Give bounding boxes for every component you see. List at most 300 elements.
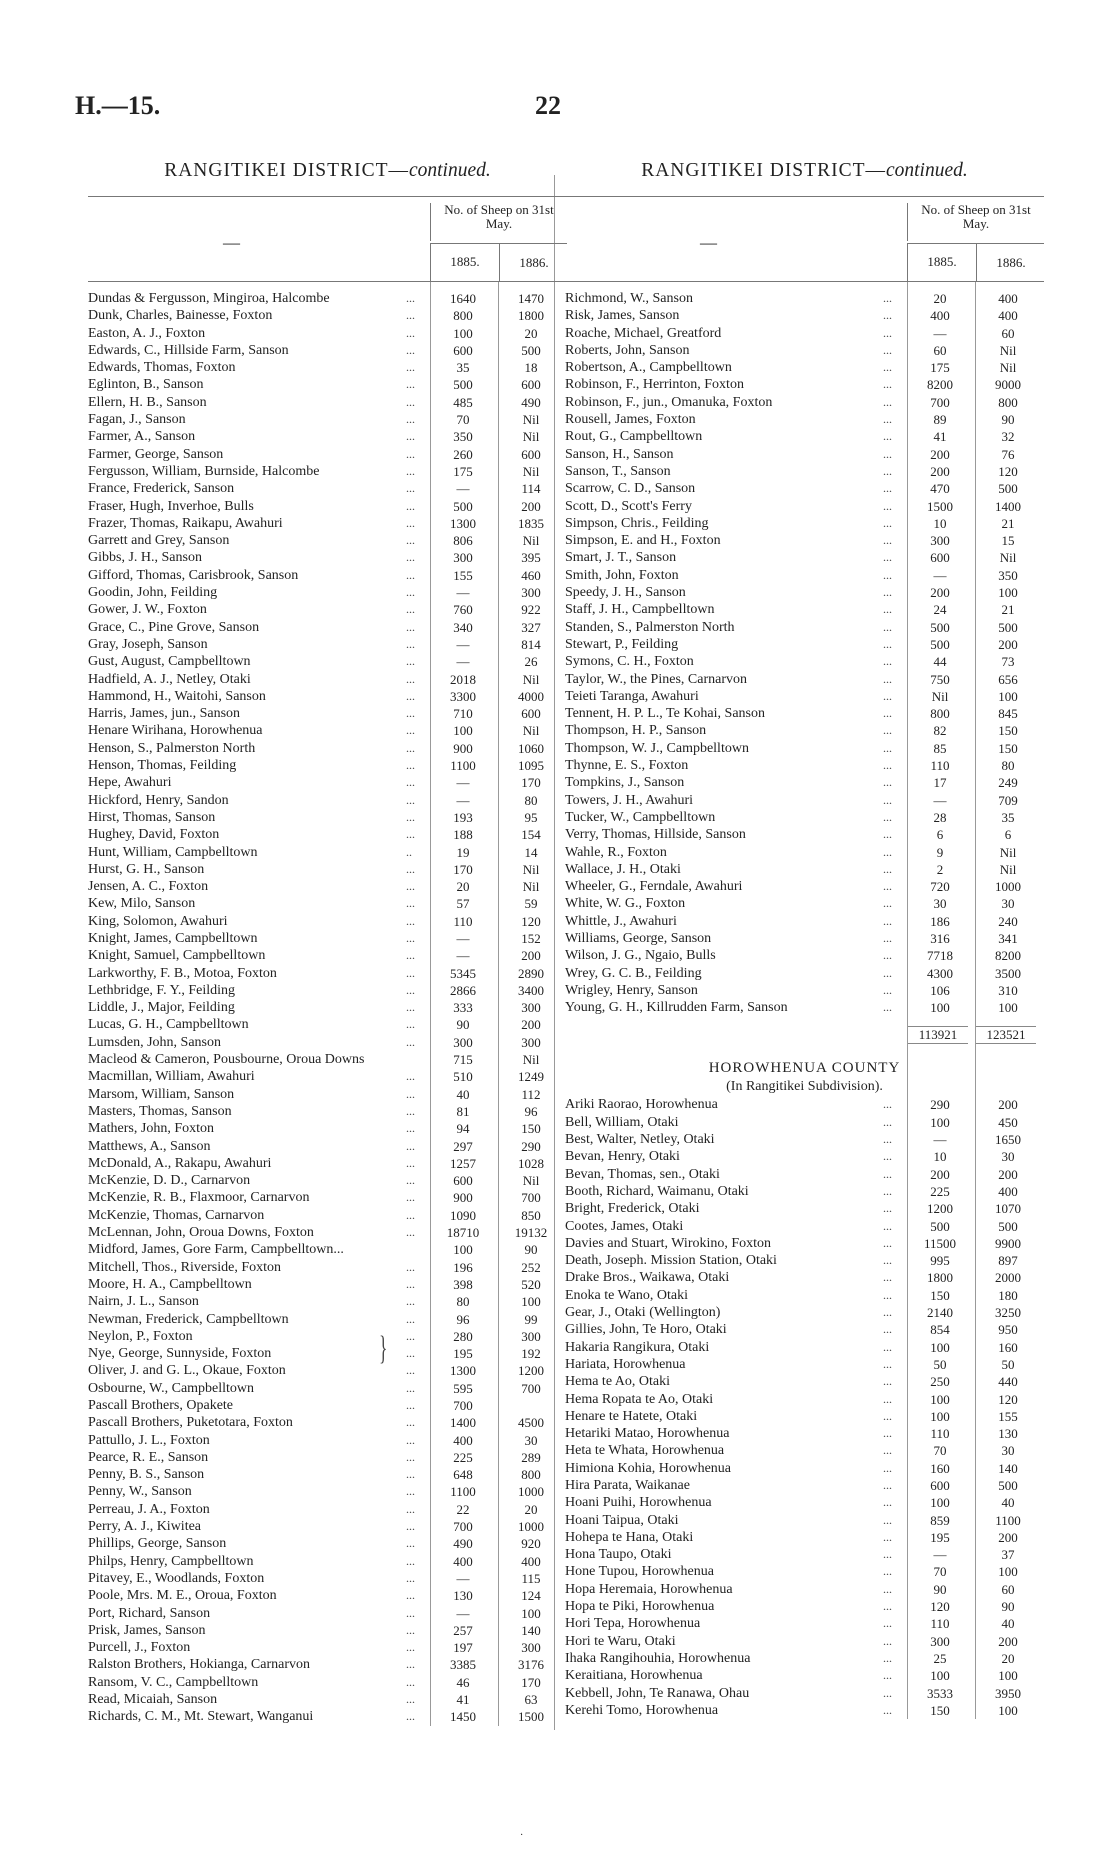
owner-name: Hadfield, A. J., Netley, Otaki bbox=[88, 671, 251, 687]
sheep-1885: 100 bbox=[453, 723, 473, 739]
leader-dots: ... bbox=[406, 1519, 415, 1534]
leader-dots: ... bbox=[883, 706, 892, 721]
leader-dots: ... bbox=[883, 463, 892, 478]
owner-name: Wrigley, Henry, Sanson bbox=[565, 982, 698, 998]
table-row bbox=[88, 705, 567, 722]
table-row bbox=[88, 1449, 567, 1466]
leader-dots: ... bbox=[883, 1495, 892, 1510]
left-column bbox=[88, 160, 567, 1726]
table-row bbox=[565, 1512, 1044, 1529]
owner-name: Moore, H. A., Campbelltown bbox=[88, 1276, 252, 1292]
sheep-1886: 1835 bbox=[518, 515, 544, 531]
sheep-1885: 120 bbox=[930, 1599, 950, 1615]
table-row bbox=[88, 359, 567, 376]
sheep-1886: 30 bbox=[1001, 1443, 1015, 1459]
table-row bbox=[565, 809, 1044, 826]
sheep-1886: 18 bbox=[524, 360, 538, 376]
sheep-1885: 316 bbox=[930, 930, 950, 946]
sheep-1885: 82 bbox=[933, 723, 947, 739]
sheep-1886: 100 bbox=[998, 1564, 1018, 1580]
owner-name: Hurst, G. H., Sanson bbox=[88, 861, 205, 877]
table-row bbox=[88, 1103, 567, 1120]
sheep-1885: 715 bbox=[453, 1052, 473, 1068]
sheep-1886: 100 bbox=[998, 1668, 1018, 1684]
table-row bbox=[88, 1553, 567, 1570]
sheep-1886: 4000 bbox=[518, 688, 544, 704]
sheep-1885: 1400 bbox=[450, 1415, 476, 1431]
sheep-1885: 1800 bbox=[927, 1270, 953, 1286]
sheep-1885: 1090 bbox=[450, 1207, 476, 1223]
table-row bbox=[88, 947, 567, 964]
table-row bbox=[88, 1518, 567, 1535]
owner-name: Farmer, George, Sanson bbox=[88, 446, 224, 462]
year-1886-header: 1886. bbox=[976, 244, 1045, 282]
sheep-1885: 300 bbox=[930, 533, 950, 549]
sheep-1886: Nil bbox=[999, 861, 1017, 877]
leader-dots: ... bbox=[406, 1017, 415, 1032]
sheep-1885: 700 bbox=[930, 394, 950, 410]
owner-name: Philps, Henry, Campbelltown bbox=[88, 1553, 254, 1569]
owner-name: Thompson, H. P., Sanson bbox=[565, 723, 707, 739]
table-row bbox=[88, 1276, 567, 1293]
leader-dots: ... bbox=[883, 1529, 892, 1544]
table-row bbox=[88, 1086, 567, 1103]
sheep-1885: — bbox=[456, 792, 470, 808]
sheep-1886: 32 bbox=[1001, 429, 1015, 445]
table-row bbox=[88, 342, 567, 359]
owner-name: Pascall Brothers, Puketotara, Foxton bbox=[88, 1415, 293, 1431]
leader-dots: ... bbox=[406, 1294, 415, 1309]
year-1886-header: 1886. bbox=[499, 244, 568, 282]
sheep-1885: 485 bbox=[453, 394, 473, 410]
table-row bbox=[565, 671, 1044, 688]
leader-dots: ... bbox=[406, 1207, 415, 1222]
sheep-1885: 300 bbox=[453, 550, 473, 566]
sheep-1885: 106 bbox=[930, 982, 950, 998]
owner-name: Sanson, T., Sanson bbox=[565, 463, 671, 479]
right-table-header bbox=[565, 197, 1044, 282]
sheep-1885: 100 bbox=[930, 1000, 950, 1016]
leader-dots: ... bbox=[883, 291, 892, 305]
table-row bbox=[88, 1172, 567, 1189]
owner-name: France, Frederick, Sanson bbox=[88, 481, 235, 497]
sheep-1886: 845 bbox=[998, 706, 1018, 722]
sheep-1885: 9 bbox=[936, 844, 944, 860]
leader-dots: ... bbox=[406, 291, 415, 305]
sheep-1885: 100 bbox=[930, 1339, 950, 1355]
sheep-1886: 115 bbox=[521, 1570, 541, 1586]
sheep-1885: 70 bbox=[933, 1564, 947, 1580]
table-row bbox=[565, 1131, 1044, 1148]
sheep-1886: 3950 bbox=[995, 1685, 1021, 1701]
owner-name: McKenzie, Thomas, Carnarvon bbox=[88, 1207, 265, 1223]
sheep-1886: 200 bbox=[998, 1633, 1018, 1649]
sheep-1885: 720 bbox=[930, 879, 950, 895]
name-column-header: — bbox=[223, 233, 240, 252]
sheep-1886: 800 bbox=[998, 394, 1018, 410]
table-row bbox=[565, 1702, 1044, 1719]
sheep-1885: 195 bbox=[930, 1529, 950, 1545]
sheep-1886: 200 bbox=[998, 636, 1018, 652]
leader-dots: ... bbox=[406, 1605, 415, 1620]
owner-name: Robinson, F., jun., Omanuka, Foxton bbox=[565, 394, 773, 410]
sheep-1886: 1500 bbox=[518, 1709, 544, 1725]
leader-dots: ... bbox=[406, 585, 415, 600]
owner-name: Robinson, F., Herrinton, Foxton bbox=[565, 377, 744, 393]
sheep-1886: 63 bbox=[524, 1692, 538, 1708]
owner-name: Macleod & Cameron, Pousbourne, Oroua Downs bbox=[88, 1052, 365, 1068]
sheep-1886: 80 bbox=[1001, 758, 1015, 774]
owner-name: Ariki Raorao, Horowhenua bbox=[565, 1097, 718, 1113]
owner-name: Williams, George, Sanson bbox=[565, 930, 712, 946]
sheep-1886: 460 bbox=[521, 567, 541, 583]
owner-name: Port, Richard, Sanson bbox=[88, 1605, 211, 1621]
leader-dots: ... bbox=[883, 1581, 892, 1596]
sheep-1886: 709 bbox=[998, 792, 1018, 808]
leader-dots: ... bbox=[406, 602, 415, 617]
sheep-1886: Nil bbox=[999, 360, 1017, 376]
sheep-1885: 197 bbox=[453, 1640, 473, 1656]
sheep-1886: 897 bbox=[998, 1253, 1018, 1269]
sheep-1886: 400 bbox=[998, 308, 1018, 324]
sheep-1886: 100 bbox=[521, 1605, 541, 1621]
sheep-1886: 327 bbox=[521, 619, 541, 635]
owner-name: Himiona Kohia, Horowhenua bbox=[565, 1460, 732, 1476]
sheep-1885: 18710 bbox=[446, 1225, 480, 1241]
sheep-1885: 40 bbox=[456, 1086, 470, 1102]
table-row bbox=[88, 1570, 567, 1587]
table-row bbox=[565, 965, 1044, 982]
sheep-1885: — bbox=[933, 567, 947, 583]
owner-name: Richmond, W., Sanson bbox=[565, 291, 693, 306]
sheep-1886: 500 bbox=[998, 619, 1018, 635]
table-row bbox=[565, 619, 1044, 636]
owner-name: Fagan, J., Sanson bbox=[88, 412, 186, 428]
sheep-1886: 3500 bbox=[995, 965, 1021, 981]
leader-dots: ... bbox=[883, 1599, 892, 1614]
table-row bbox=[88, 792, 567, 809]
table-row bbox=[565, 1200, 1044, 1217]
owner-name: McKenzie, R. B., Flaxmoor, Carnarvon bbox=[88, 1190, 310, 1206]
sheep-1886: 1028 bbox=[518, 1155, 544, 1171]
table-row bbox=[88, 757, 567, 774]
leader-dots: ... bbox=[883, 913, 892, 928]
sheep-1886: 170 bbox=[521, 775, 541, 791]
sheep-1886: 8200 bbox=[995, 948, 1021, 964]
sheep-1886: 200 bbox=[998, 1529, 1018, 1545]
owner-name: Oliver, J. and G. L., Okaue, Foxton bbox=[88, 1363, 286, 1379]
table-row bbox=[88, 1224, 567, 1241]
owner-name: Pitavey, E., Woodlands, Foxton bbox=[88, 1570, 265, 1586]
table-row bbox=[88, 498, 567, 515]
sheep-1885: 470 bbox=[930, 481, 950, 497]
sheep-1885: 24 bbox=[933, 602, 947, 618]
table-row bbox=[565, 584, 1044, 601]
leader-dots: ... bbox=[883, 896, 892, 911]
sheep-1885: 500 bbox=[453, 498, 473, 514]
sheep-1885: 22 bbox=[456, 1501, 470, 1517]
sheep-1886: 9900 bbox=[995, 1235, 1021, 1251]
sheep-1885: 500 bbox=[930, 1218, 950, 1234]
table-row bbox=[565, 290, 1044, 307]
owner-name: Neylon, P., Foxton bbox=[88, 1328, 193, 1344]
sheep-1885: 57 bbox=[456, 896, 470, 912]
table-row bbox=[565, 705, 1044, 722]
table-row bbox=[88, 1535, 567, 1552]
sheep-1885: 96 bbox=[456, 1311, 470, 1327]
owner-name: Larkworthy, F. B., Motoa, Foxton bbox=[88, 965, 277, 981]
sheep-1885: 85 bbox=[933, 740, 947, 756]
leader-dots: ... bbox=[883, 325, 892, 340]
table-row bbox=[565, 688, 1044, 705]
table-row bbox=[565, 1529, 1044, 1546]
owner-name: Perreau, J. A., Foxton bbox=[88, 1501, 210, 1517]
sheep-1886: 152 bbox=[521, 930, 541, 946]
leader-dots: ... bbox=[406, 948, 415, 963]
owner-name: Hohepa te Hana, Otaki bbox=[565, 1529, 694, 1545]
sheep-1885: 70 bbox=[933, 1443, 947, 1459]
sheep-1886: 99 bbox=[524, 1311, 538, 1327]
sheep-1885: — bbox=[933, 792, 947, 808]
leader-dots: ... bbox=[883, 619, 892, 634]
sheep-1885: 100 bbox=[930, 1391, 950, 1407]
table-row bbox=[565, 532, 1044, 549]
owner-name: Robertson, A., Campbelltown bbox=[565, 360, 732, 376]
sheep-1885: 10 bbox=[933, 515, 947, 531]
sheep-1885: 100 bbox=[930, 1408, 950, 1424]
table-row bbox=[88, 584, 567, 601]
sheep-1885: 648 bbox=[453, 1467, 473, 1483]
sheep-1886: 14 bbox=[524, 844, 538, 860]
table-row bbox=[88, 601, 567, 618]
sheep-1886: 700 bbox=[521, 1380, 541, 1396]
table-row bbox=[88, 965, 567, 982]
leader-dots: ... bbox=[883, 1305, 892, 1320]
table-row bbox=[88, 688, 567, 705]
sheep-1885: 3385 bbox=[450, 1657, 476, 1673]
table-row bbox=[88, 1674, 567, 1691]
sheep-1886: 341 bbox=[998, 930, 1018, 946]
sheep-1885: 175 bbox=[453, 463, 473, 479]
sheep-1886: 200 bbox=[521, 498, 541, 514]
sheep-1885: 510 bbox=[453, 1069, 473, 1085]
sheep-1886: 1070 bbox=[995, 1201, 1021, 1217]
leader-dots: ... bbox=[883, 1391, 892, 1406]
sheep-1885: 1450 bbox=[450, 1709, 476, 1725]
owner-name: Gower, J. W., Foxton bbox=[88, 602, 207, 618]
sheep-1885: 110 bbox=[930, 1426, 950, 1442]
owner-name: McKenzie, D. D., Carnarvon bbox=[88, 1173, 251, 1189]
leader-dots: ... bbox=[883, 377, 892, 392]
leader-dots: ... bbox=[883, 1149, 892, 1164]
leader-dots: ... bbox=[883, 861, 892, 876]
sheep-1886: 150 bbox=[998, 740, 1018, 756]
sheep-1886: 922 bbox=[521, 602, 541, 618]
leader-dots: ... bbox=[883, 1114, 892, 1129]
leader-dots: ... bbox=[883, 1633, 892, 1648]
sheep-1885: 70 bbox=[456, 412, 470, 428]
leader-dots: ... bbox=[883, 1339, 892, 1354]
owner-name: Farmer, A., Sanson bbox=[88, 429, 196, 445]
leader-dots: ... bbox=[883, 1201, 892, 1216]
table-row bbox=[88, 1345, 567, 1362]
sheep-1886: 1095 bbox=[518, 758, 544, 774]
sheep-1886: 450 bbox=[998, 1114, 1018, 1130]
owner-name: Dundas & Fergusson, Mingiroa, Halcombe bbox=[88, 291, 330, 306]
leader-dots: ... bbox=[406, 308, 415, 323]
leader-dots: ... bbox=[406, 775, 415, 790]
leader-dots: ... bbox=[406, 1138, 415, 1153]
table-row bbox=[565, 895, 1044, 912]
sheep-1885: 10 bbox=[933, 1149, 947, 1165]
table-row bbox=[88, 774, 567, 791]
section-title: HOROWHENUA COUNTY bbox=[708, 1060, 901, 1077]
table-row bbox=[88, 895, 567, 912]
table-row bbox=[565, 411, 1044, 428]
leader-dots: ... bbox=[883, 1270, 892, 1285]
leader-dots: ... bbox=[406, 706, 415, 721]
sheep-1885: — bbox=[456, 481, 470, 497]
sheep-1885: 1500 bbox=[927, 498, 953, 514]
sheep-1885: 333 bbox=[453, 1000, 473, 1016]
table-row bbox=[565, 947, 1044, 964]
table-row bbox=[565, 1269, 1044, 1286]
sheep-1886: 1400 bbox=[995, 498, 1021, 514]
sheep-1886: 9000 bbox=[995, 377, 1021, 393]
leader-dots: ... bbox=[406, 394, 415, 409]
sheep-1886: 120 bbox=[998, 1391, 1018, 1407]
leader-dots: ... bbox=[406, 896, 415, 911]
table-row bbox=[565, 1598, 1044, 1615]
owner-name: Edwards, Thomas, Foxton bbox=[88, 360, 236, 376]
owner-name: Matthews, A., Sanson bbox=[88, 1138, 211, 1154]
sheep-1886: 252 bbox=[521, 1259, 541, 1275]
owner-name: Goodin, John, Feilding bbox=[88, 585, 218, 601]
owner-name: Penny, B. S., Sanson bbox=[88, 1467, 205, 1483]
table-row bbox=[565, 1581, 1044, 1598]
sheep-1885: 60 bbox=[933, 342, 947, 358]
leader-dots: ... bbox=[406, 913, 415, 928]
sheep-1885: — bbox=[456, 585, 470, 601]
total-1886: 123521 bbox=[976, 1026, 1036, 1044]
table-row bbox=[88, 1691, 567, 1708]
leader-dots: ... bbox=[406, 463, 415, 478]
sheep-1886: Nil bbox=[522, 1173, 540, 1189]
sheep-1885: 46 bbox=[456, 1674, 470, 1690]
table-row bbox=[88, 376, 567, 393]
sheep-1885: 859 bbox=[930, 1512, 950, 1528]
leader-dots: ... bbox=[406, 619, 415, 634]
owner-name: Read, Micaiah, Sanson bbox=[88, 1692, 218, 1708]
sheep-1885: 806 bbox=[453, 533, 473, 549]
table-row bbox=[88, 428, 567, 445]
owner-name: Phillips, George, Sanson bbox=[88, 1536, 227, 1552]
sheep-1886: Nil bbox=[522, 723, 540, 739]
sheep-1885: 225 bbox=[930, 1183, 950, 1199]
sheep-1885: 490 bbox=[453, 1536, 473, 1552]
owner-name: Wrey, G. C. B., Feilding bbox=[565, 965, 702, 981]
sheep-1885: 600 bbox=[453, 342, 473, 358]
owner-name: Wahle, R., Foxton bbox=[565, 844, 667, 860]
sheep-1885: 4300 bbox=[927, 965, 953, 981]
table-row bbox=[565, 446, 1044, 463]
sheep-1885: 44 bbox=[933, 654, 947, 670]
sheep-1886: 200 bbox=[998, 1097, 1018, 1113]
sheep-1886: 160 bbox=[998, 1339, 1018, 1355]
table-row bbox=[565, 1287, 1044, 1304]
leader-dots: ... bbox=[406, 879, 415, 894]
owner-name: Hirst, Thomas, Sanson bbox=[88, 809, 216, 825]
leader-dots: ... bbox=[883, 930, 892, 945]
table-row bbox=[565, 1235, 1044, 1252]
table-row bbox=[88, 463, 567, 480]
leader-dots: ... bbox=[406, 758, 415, 773]
sheep-1886: 114 bbox=[521, 481, 541, 497]
owner-name: Hughey, David, Foxton bbox=[88, 827, 220, 843]
sheep-1886: 400 bbox=[998, 1183, 1018, 1199]
sheep-1885: 500 bbox=[930, 619, 950, 635]
table-row bbox=[565, 325, 1044, 342]
owner-name: Stewart, P., Feilding bbox=[565, 636, 679, 652]
leader-dots: ... bbox=[883, 446, 892, 461]
leader-dots: ... bbox=[883, 827, 892, 842]
leader-dots: ... bbox=[406, 827, 415, 842]
sheep-1886: 37 bbox=[1001, 1547, 1015, 1563]
sheep-1885: 595 bbox=[453, 1380, 473, 1396]
leader-dots: ... bbox=[406, 982, 415, 997]
table-row bbox=[565, 792, 1044, 809]
owner-name: Penny, W., Sanson bbox=[88, 1484, 192, 1500]
sheep-1885: 800 bbox=[453, 308, 473, 324]
owner-name: Dunk, Charles, Bainesse, Foxton bbox=[88, 308, 273, 324]
sheep-1886: 1249 bbox=[518, 1069, 544, 1085]
owner-name: Wallace, J. H., Otaki bbox=[565, 861, 681, 877]
sheep-1885: 193 bbox=[453, 809, 473, 825]
table-row bbox=[88, 619, 567, 636]
owner-name: Kerehi Tomo, Horowhenua bbox=[565, 1702, 719, 1718]
sheep-1886: 192 bbox=[521, 1346, 541, 1362]
sheep-1885: — bbox=[933, 325, 947, 341]
sheep-1886: 520 bbox=[521, 1276, 541, 1292]
table-row bbox=[565, 1148, 1044, 1165]
owner-name: Bevan, Thomas, sen., Otaki bbox=[565, 1166, 720, 1182]
sheep-1886: 310 bbox=[998, 982, 1018, 998]
leader-dots: ... bbox=[406, 550, 415, 565]
sheep-1886: 20 bbox=[524, 325, 538, 341]
table-row bbox=[88, 653, 567, 670]
owner-name: Hickford, Henry, Sandon bbox=[88, 792, 229, 808]
table-row bbox=[565, 1650, 1044, 1667]
owner-name: Hopa Heremaia, Horowhenua bbox=[565, 1581, 733, 1597]
table-row bbox=[88, 1189, 567, 1206]
owner-name: Sanson, H., Sanson bbox=[565, 446, 674, 462]
table-row bbox=[88, 394, 567, 411]
leader-dots: ... bbox=[883, 585, 892, 600]
table-row bbox=[88, 636, 567, 653]
sheep-1885: 89 bbox=[933, 412, 947, 428]
owner-name: Hariata, Horowhenua bbox=[565, 1356, 686, 1372]
table-row bbox=[565, 1114, 1044, 1131]
owner-name: Scott, D., Scott's Ferry bbox=[565, 498, 692, 514]
table-row bbox=[88, 1622, 567, 1639]
leader-dots: ... bbox=[406, 1121, 415, 1136]
sheep-1885: 200 bbox=[930, 1166, 950, 1182]
table-row bbox=[88, 1328, 567, 1345]
leader-dots: ... bbox=[883, 602, 892, 617]
sheep-1886: 100 bbox=[998, 585, 1018, 601]
table-row bbox=[88, 1656, 567, 1673]
table-row bbox=[88, 1639, 567, 1656]
